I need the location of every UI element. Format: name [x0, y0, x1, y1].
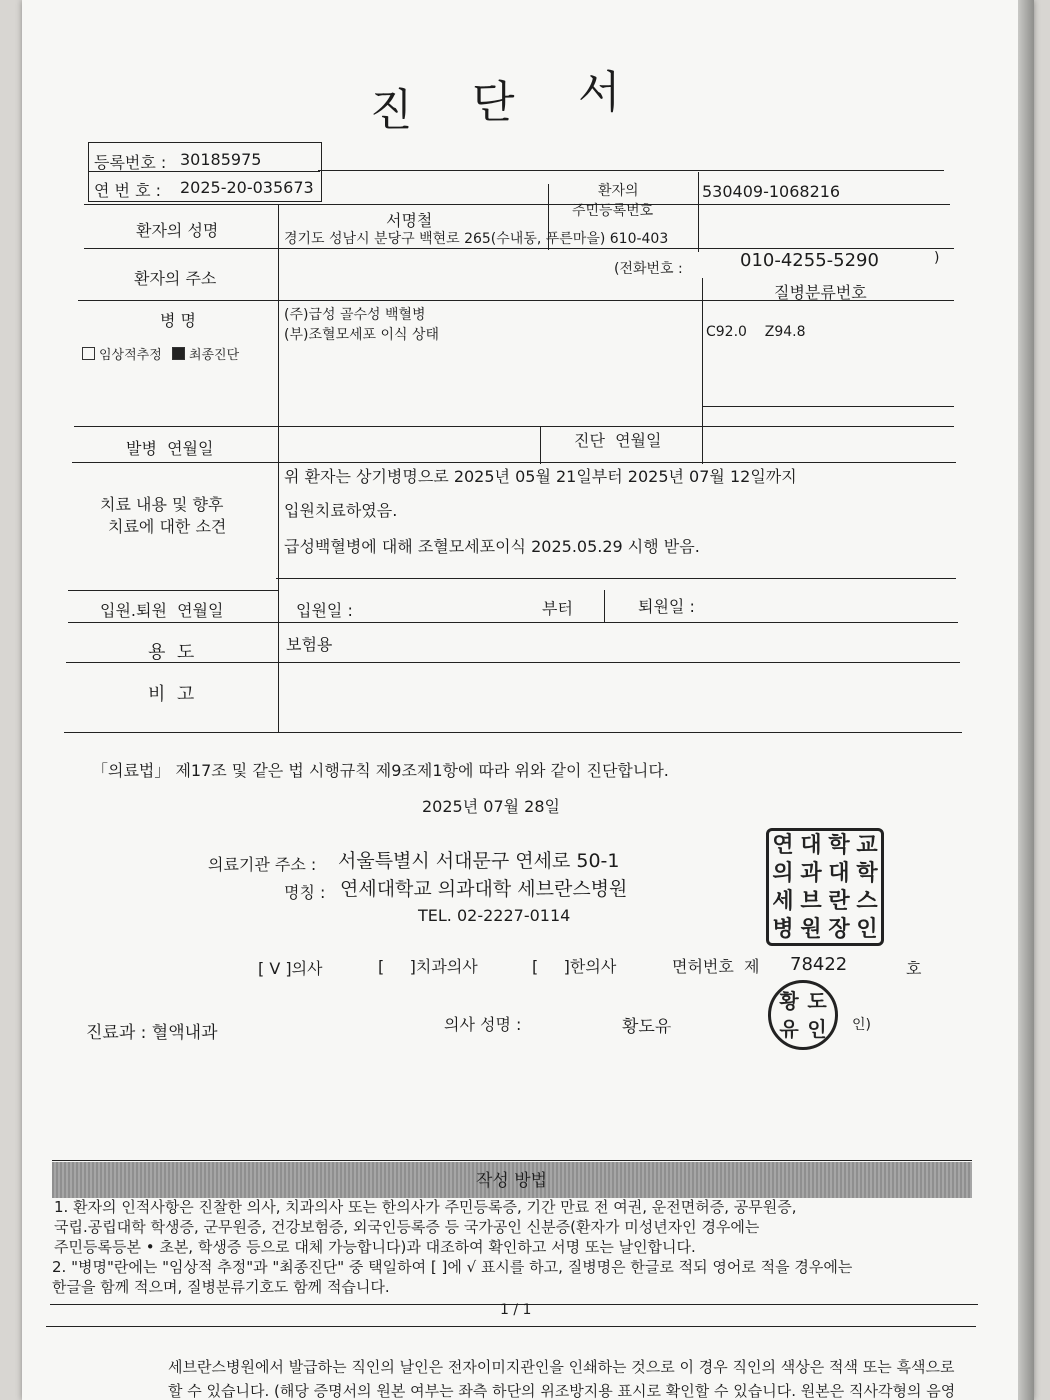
title-char: 단	[472, 77, 515, 128]
seal-glyph: 과	[800, 860, 822, 886]
disease-main: (주)급성 골수성 백혈병	[284, 307, 426, 323]
seal-glyph: 원	[800, 916, 822, 942]
institution-name: 연세대학교 의과대학 세브란스병원	[340, 878, 628, 900]
patient-name: 서명철	[386, 211, 433, 230]
seal-glyph: 병	[772, 916, 794, 942]
disease-code-label: 질병분류번호	[774, 283, 867, 302]
license-label: 면허번호 제	[672, 957, 760, 976]
seal-glyph: 교	[856, 832, 878, 858]
onset-date-label: 발병 연월일	[126, 439, 214, 458]
seal-glyph: 브	[800, 888, 822, 914]
rrn-label-line1: 환자의	[598, 183, 639, 199]
phone-label: (전화번호 :	[614, 261, 683, 277]
patient-name-label: 환자의 성명	[136, 221, 219, 240]
method-line: 주민등록등본 • 초본, 학생증 등으로 대체 가능합니다)과 대조하여 확인하고 서명 또는 날인합니다.	[54, 1238, 696, 1256]
treatment-label-line1: 치료 내용 및 향후	[100, 495, 224, 514]
purpose-value: 보험용	[286, 635, 333, 654]
phone-close: )	[934, 250, 940, 266]
page-number: 1 / 1	[500, 1302, 532, 1318]
certificate-page	[22, 0, 1034, 1400]
clinical-estimate-label: 임상적추정	[99, 348, 162, 363]
license-number: 78422	[790, 954, 848, 975]
method-line: 한글을 함께 적으며, 질병분류기호도 함께 적습니다.	[52, 1278, 390, 1296]
treatment-label-line2: 치료에 대한 소견	[108, 517, 227, 536]
license-suffix: 호	[906, 959, 922, 978]
seal-glyph: 의	[772, 860, 794, 886]
final-diagnosis-label: 최종진단	[188, 348, 240, 363]
seal-glyph: 도	[807, 989, 827, 1013]
seal-glyph: 황	[779, 989, 799, 1013]
doctor-type-physician: [ V ]의사	[258, 959, 323, 978]
diagnosis-date-label: 진단 연월일	[574, 431, 662, 450]
issue-date: 2025년 07월 28일	[422, 797, 560, 816]
rrn-label-line2: 주민등록번호	[572, 203, 654, 219]
seal-glyph: 인	[856, 916, 878, 942]
registration-label: 등록번호 :	[94, 153, 167, 172]
clinical-estimate-checkbox	[82, 347, 95, 360]
seal-glyph: 란	[828, 888, 850, 914]
title-char: 진	[370, 85, 413, 136]
treatment-line: 위 환자는 상기병명으로 2025년 05월 21일부터 2025년 07월 12일까지	[284, 467, 797, 486]
legal-statement: 「의료법」 제17조 및 같은 법 시행규칙 제9조제1항에 따라 위와 같이 진단합니다.	[92, 761, 669, 780]
seal-glyph: 세	[772, 888, 794, 914]
seal-glyph: 스	[856, 888, 878, 914]
title-char: 서	[578, 67, 621, 118]
method-title: 작성 방법	[476, 1171, 548, 1191]
seal-glyph: 대	[828, 860, 850, 886]
institution-address: 서울특별시 서대문구 연세로 50-1	[338, 850, 620, 872]
diagnosis-type	[82, 344, 239, 363]
footer-line: 할 수 있습니다. (해당 증명서의 원본 여부는 좌측 하단의 위조방지용 표시로 확인할 수 있습니다. 원본은 직사각형의 음영	[168, 1382, 956, 1400]
admit-date-label: 입원일 :	[296, 601, 353, 620]
doctor-type-dentist: [ ]치과의사	[378, 957, 478, 976]
phone-number: 010-4255-5290	[740, 250, 879, 271]
institution-name-label: 명칭 :	[284, 883, 326, 902]
institution-tel: TEL. 02-2227-0114	[418, 906, 571, 925]
doctor-name: 황도유	[622, 1017, 672, 1037]
serial-label: 연 번 호 :	[94, 181, 162, 200]
final-diagnosis-checkbox	[172, 347, 185, 360]
seal-glyph: 연	[772, 832, 794, 858]
patient-address-label: 환자의 주소	[134, 269, 217, 288]
seal-glyph: 학	[856, 860, 878, 886]
method-line: 2. "병명"란에는 "임상적 추정"과 "최종진단" 중 택일하여 [ ]에 √ 표시를 하고, 질병명은 한글로 적되 영어로 적을 경우에는	[52, 1258, 853, 1276]
department: 진료과 : 혈액내과	[86, 1023, 218, 1043]
hospital-director-seal	[766, 828, 884, 946]
seal-glyph: 학	[828, 832, 850, 858]
footer-line: 세브란스병원에서 발급하는 직인의 날인은 전자이미지관인을 인쇄하는 것으로 이 경우 직인의 색상은 적색 또는 흑색으로	[168, 1358, 955, 1376]
disease-label: 병 명	[160, 311, 196, 330]
institution-address-label: 의료기관 주소 :	[208, 855, 317, 874]
patient-address: 경기도 성남시 분당구 백현로 265(수내동, 푸른마을) 610-403	[284, 231, 669, 247]
from-label: 부터	[542, 599, 573, 618]
purpose-label: 용 도	[148, 642, 195, 663]
discharge-date-label: 퇴원일 :	[638, 597, 695, 616]
disease-sub: (부)조혈모세포 이식 상태	[284, 327, 440, 343]
doctor-type-oriental: [ ]한의사	[532, 957, 617, 976]
seal-glyph: 장	[828, 916, 850, 942]
page-edge-shadow	[1018, 0, 1034, 1400]
method-line: 국립.공립대학 학생증, 군무원증, 건강보험증, 외국인등록증 등 국가공인 신분증(환자가 미성년자인 경우에는	[54, 1218, 760, 1236]
serial-number: 2025-20-035673	[180, 178, 314, 197]
doctor-name-label: 의사 성명 :	[444, 1015, 522, 1034]
treatment-line: 입원치료하였음.	[284, 501, 398, 520]
patient-rrn: 530409-1068216	[702, 182, 841, 201]
doctor-seal	[768, 980, 838, 1050]
seal-glyph: 유	[779, 1017, 799, 1041]
disease-codes: C92.0 Z94.8	[706, 324, 806, 340]
method-line: 1. 환자의 인적사항은 진찰한 의사, 치과의사 또는 한의사가 주민등록증, 기간 만료 전 여권, 운전면허증, 공무원증,	[54, 1198, 797, 1216]
remarks-label: 비 고	[148, 684, 195, 705]
seal-glyph: 대	[800, 832, 822, 858]
treatment-line: 급성백혈병에 대해 조혈모세포이식 2025.05.29 시행 받음.	[284, 537, 700, 556]
admission-label: 입원.퇴원 연월일	[100, 601, 224, 620]
seal-suffix: 인)	[852, 1017, 871, 1033]
registration-number: 30185975	[180, 150, 262, 169]
seal-glyph: 인	[807, 1017, 827, 1041]
